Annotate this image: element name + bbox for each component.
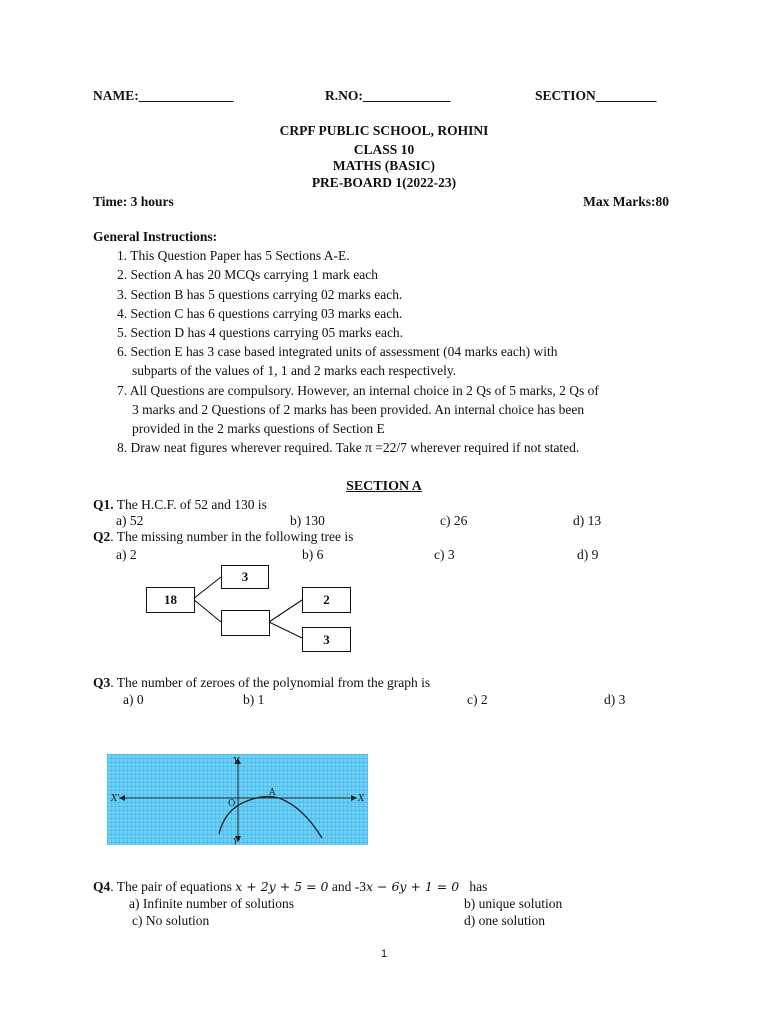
q3-option-d: d) 3 <box>604 692 626 707</box>
q1-option-a: a) 52 <box>116 513 144 528</box>
question-3 <box>93 675 430 691</box>
q2-option-d: d) 9 <box>577 547 599 562</box>
q4-option-a: a) Infinite number of solutions <box>129 896 294 911</box>
section-field-label: SECTION_________ <box>535 88 657 103</box>
q3-option-a: a) 0 <box>123 692 144 707</box>
instruction-item: 2. Section A has 20 MCQs carrying 1 mark each <box>117 267 378 282</box>
q3-option-c: c) 2 <box>467 692 488 707</box>
q2-option-b: b) 6 <box>302 547 324 562</box>
y-prime-label: Y' <box>233 837 241 845</box>
instruction-item-continued: 3 marks and 2 Questions of 2 marks has been provided. An internal choice has been <box>132 402 585 417</box>
x-prime-label: X' <box>111 794 120 804</box>
x-axis-label: X <box>358 794 365 804</box>
y-axis-label: Y <box>233 757 239 767</box>
instruction-item: 3. Section B has 5 questions carrying 02 marks each. <box>117 287 403 302</box>
instruction-item-continued: provided in the 2 marks questions of Section E <box>132 421 385 436</box>
tree-root-box: 18 <box>146 587 195 613</box>
question-number: Q2 <box>93 529 111 544</box>
q1-option-b: b) 130 <box>290 513 325 528</box>
tree-leaf-box: 2 <box>302 587 351 613</box>
question-text: The H.C.F. of 52 and 130 is <box>116 497 267 512</box>
instructions-heading: General Instructions: <box>93 229 218 244</box>
question-number: Q3 <box>93 675 111 690</box>
section-a-title: SECTION A <box>346 479 422 494</box>
point-a-label: A <box>269 788 276 798</box>
tree-top-box: 3 <box>221 565 269 589</box>
class-title: CLASS 10 <box>353 142 415 157</box>
question-text: . The number of zeroes of the polynomial from the graph is <box>110 675 431 690</box>
q4-option-d: d) one solution <box>464 913 545 928</box>
instruction-item-continued: subparts of the values of 1, 1 and 2 marks each respectively. <box>132 363 457 378</box>
question-text-end: has <box>469 879 488 894</box>
tree-missing-box <box>221 610 270 636</box>
instruction-item: 4. Section C has 6 questions carrying 03 marks each. <box>117 306 403 321</box>
question-number: Q1. <box>93 497 114 512</box>
school-name: CRPF PUBLIC SCHOOL, ROHINI <box>279 123 489 138</box>
q2-option-a: a) 2 <box>116 547 137 562</box>
q2-option-c: c) 3 <box>434 547 455 562</box>
time-allowed: Time: 3 hours <box>93 194 174 209</box>
instruction-item: 7. All Questions are compulsory. However, an internal choice in 2 Qs of 5 marks, 2 Qs of <box>117 383 599 398</box>
roll-number-field-label: R.NO:_____________ <box>325 88 451 103</box>
exam-title: PRE-BOARD 1(2022-23) <box>311 175 457 190</box>
q1-option-c: c) 26 <box>440 513 468 528</box>
instruction-item: 5. Section D has 4 questions carrying 05 marks each. <box>117 325 404 340</box>
instruction-item: 1. This Question Paper has 5 Sections A-E. <box>117 248 350 263</box>
max-marks: Max Marks:80 <box>583 194 669 209</box>
equation-1: x + 2y + 5 = 0 <box>235 879 329 894</box>
polynomial-graph <box>107 754 368 845</box>
q4-option-b: b) unique solution <box>464 896 563 911</box>
q1-option-d: d) 13 <box>573 513 602 528</box>
equation-2: x − 6y + 1 = 0 <box>365 879 460 894</box>
name-field-label: NAME:______________ <box>93 88 234 103</box>
q3-option-b: b) 1 <box>243 692 265 707</box>
page-number: 1 <box>380 948 388 960</box>
question-4 <box>93 879 487 895</box>
origin-label: O <box>228 799 236 809</box>
question-number: Q4 <box>93 879 111 894</box>
question-text: . The missing number in the following tree is <box>110 529 354 544</box>
instruction-item: 8. Draw neat figures wherever required. Take π =22/7 wherever required if not stated. <box>117 440 580 455</box>
tree-leaf-box: 3 <box>302 627 351 652</box>
equation-connector: and -3 <box>331 879 366 894</box>
question-text: . The pair of equations <box>110 879 232 894</box>
subject-title: MATHS (BASIC) <box>332 158 436 173</box>
instruction-item: 6. Section E has 3 case based integrated units of assessment (04 marks each) with <box>117 344 558 359</box>
q4-option-c: c) No solution <box>132 913 210 928</box>
